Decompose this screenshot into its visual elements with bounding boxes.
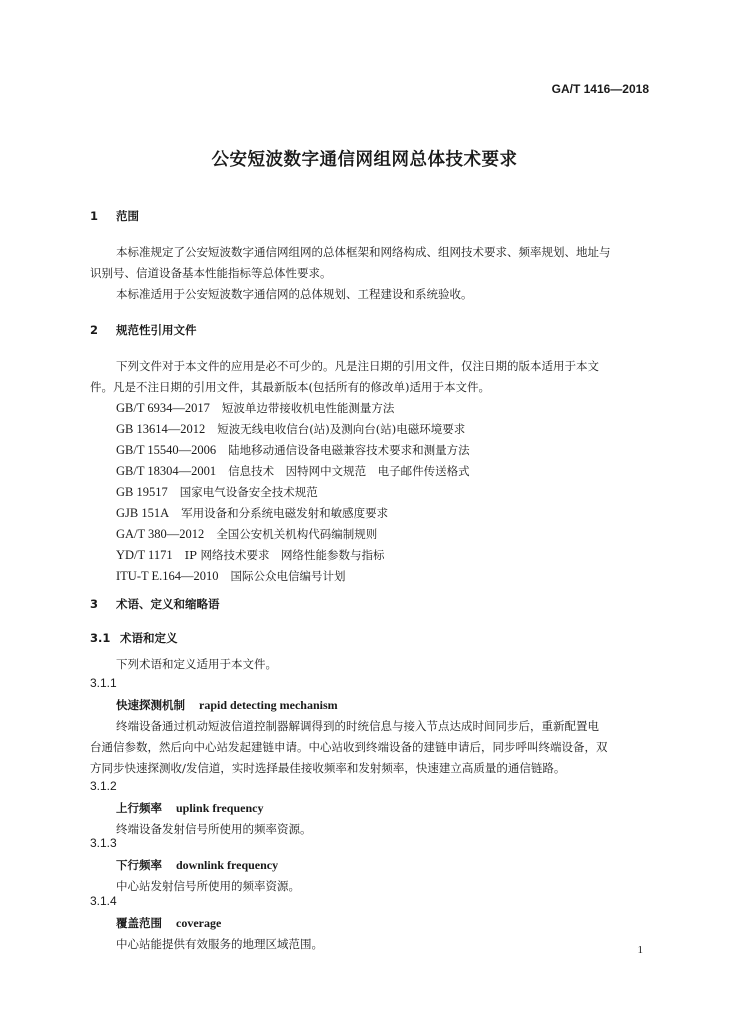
- subsection-title: 术语和定义: [120, 631, 178, 645]
- reference-name: IP 网络技术要求 网络性能参数与指标: [184, 548, 385, 562]
- reference-code: GB 13614—2012: [116, 422, 206, 436]
- section-number: 3: [90, 597, 99, 611]
- term-heading: [116, 857, 278, 873]
- term-number: 3.1.2: [90, 779, 117, 793]
- subsection-number: 3.1: [90, 631, 111, 645]
- term-heading: [116, 800, 263, 816]
- term-english: coverage: [176, 916, 222, 930]
- reference-item: [116, 463, 470, 479]
- section-number: 2: [90, 323, 99, 337]
- reference-item: [116, 442, 470, 458]
- section-2-heading: [90, 322, 197, 338]
- reference-item: [116, 547, 385, 563]
- references-intro-line-1: 下列文件对于本文件的应用是必不可少的。凡是注日期的引用文件，仅注日期的版本适用于本文: [116, 359, 599, 373]
- section-3-heading: [90, 596, 220, 612]
- section-1-heading: [90, 208, 139, 224]
- term-english: downlink frequency: [176, 858, 279, 872]
- term-definition-line: 方同步快速探测收/发信道，实时选择最佳接收频率和发射频率，快速建立高质量的通信链路。: [90, 761, 566, 775]
- term-number: 3.1.4: [90, 894, 117, 908]
- reference-code: GA/T 380—2012: [116, 527, 205, 541]
- reference-name: 信息技术 因特网中文规范 电子邮件传送格式: [228, 464, 470, 478]
- reference-item: [116, 505, 388, 521]
- reference-name: 国际公众电信编号计划: [230, 569, 346, 583]
- reference-name: 国家电气设备安全技术规范: [179, 485, 318, 499]
- section-number: 1: [90, 209, 99, 223]
- reference-code: GB 19517: [116, 485, 168, 499]
- reference-item: [116, 526, 377, 542]
- scope-paragraph-1-line-1: 本标准规定了公安短波数字通信网组网的总体框架和网络构成、组网技术要求、频率规划、地址与: [116, 245, 611, 259]
- term-number: 3.1.1: [90, 676, 117, 690]
- terms-intro: 下列术语和定义适用于本文件。: [116, 657, 277, 671]
- scope-paragraph-2: 本标准适用于公安短波数字通信网的总体规划、工程建设和系统验收。: [116, 287, 473, 301]
- section-title: 规范性引用文件: [116, 323, 197, 337]
- reference-name: 短波无线电收信台(站)及测向台(站)电磁环境要求: [217, 422, 466, 436]
- reference-item: [116, 400, 394, 416]
- term-chinese: 快速探测机制: [116, 698, 185, 712]
- term-chinese: 下行频率: [116, 858, 162, 872]
- reference-code: GB/T 15540—2006: [116, 443, 217, 457]
- term-english: uplink frequency: [176, 801, 264, 815]
- reference-item: [116, 568, 346, 584]
- subsection-3-1-heading: [90, 630, 178, 646]
- reference-name: 军用设备和分系统电磁发射和敏感度要求: [181, 506, 389, 520]
- term-definition-line: 台通信参数，然后向中心站发起建链申请。中心站收到终端设备的建链申请后，同步呼叫终端设备，双: [90, 740, 608, 754]
- term-definition-line: 终端设备发射信号所使用的频率资源。: [116, 822, 312, 836]
- term-definition-line: 终端设备通过机动短波信道控制器解调得到的时统信息与接入节点达成时间同步后，重新配置电: [116, 719, 599, 733]
- scope-paragraph-1-line-2: 识别号、信道设备基本性能指标等总体性要求。: [90, 266, 332, 280]
- reference-item: [116, 421, 465, 437]
- term-english: rapid detecting mechanism: [199, 698, 338, 712]
- reference-name: 陆地移动通信设备电磁兼容技术要求和测量方法: [228, 443, 470, 457]
- term-definition-line: 中心站发射信号所使用的频率资源。: [116, 879, 300, 893]
- page-number: 1: [637, 944, 643, 956]
- reference-code: GB/T 18304—2001: [116, 464, 217, 478]
- document-title: 公安短波数字通信网组网总体技术要求: [211, 150, 518, 170]
- term-number: 3.1.3: [90, 836, 117, 850]
- reference-name: 短波单边带接收机电性能测量方法: [221, 401, 395, 415]
- reference-code: ITU-T E.164—2010: [116, 569, 219, 583]
- term-definition-line: 中心站能提供有效服务的地理区域范围。: [116, 937, 323, 951]
- standard-code: GA/T 1416—2018: [551, 82, 649, 96]
- reference-code: YD/T 1171: [116, 548, 173, 562]
- reference-item: [116, 484, 318, 500]
- term-heading: [116, 915, 221, 931]
- section-title: 术语、定义和缩略语: [116, 597, 220, 611]
- term-heading: [116, 697, 338, 713]
- term-chinese: 覆盖范围: [116, 916, 162, 930]
- references-intro-line-2: 件。凡是不注日期的引用文件，其最新版本(包括所有的修改单)适用于本文件。: [90, 380, 490, 394]
- reference-code: GB/T 6934—2017: [116, 401, 210, 415]
- term-chinese: 上行频率: [116, 801, 162, 815]
- reference-code: GJB 151A: [116, 506, 170, 520]
- section-title: 范围: [116, 209, 139, 223]
- reference-name: 全国公安机关机构代码编制规则: [216, 527, 378, 541]
